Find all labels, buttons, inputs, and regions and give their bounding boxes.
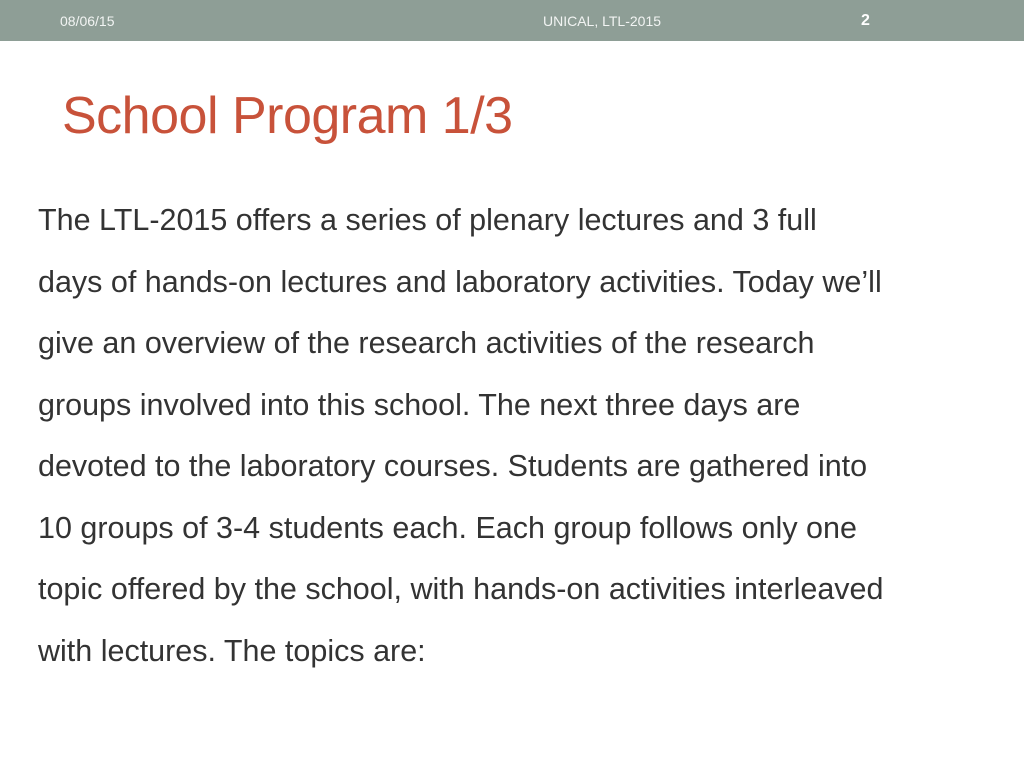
body-line: days of hands-on lectures and laboratory activities. Today we’ll — [38, 264, 882, 299]
body-line: give an overview of the research activities of the research — [38, 326, 815, 360]
body-line: topic offered by the school, with hands-on activities interleaved — [38, 572, 884, 606]
slide-number: 2 — [861, 12, 870, 29]
body-text — [38, 197, 998, 689]
header-bar — [0, 0, 1024, 41]
body-line: 10 groups of 3-4 students each. Each group follows only one — [38, 510, 857, 545]
body-line: with lectures. The topics are: — [38, 633, 426, 668]
body-line: devoted to the laboratory courses. Students are gathered into — [38, 449, 868, 483]
slide-date: 08/06/15 — [60, 13, 115, 29]
slide-footer-text: UNICAL, LTL-2015 — [543, 13, 662, 29]
body-line: groups involved into this school. The next three days are — [38, 387, 801, 422]
slide-title: School Program 1/3 — [62, 87, 513, 145]
body-line: The LTL-2015 offers a series of plenary lectures and 3 full — [38, 203, 817, 237]
